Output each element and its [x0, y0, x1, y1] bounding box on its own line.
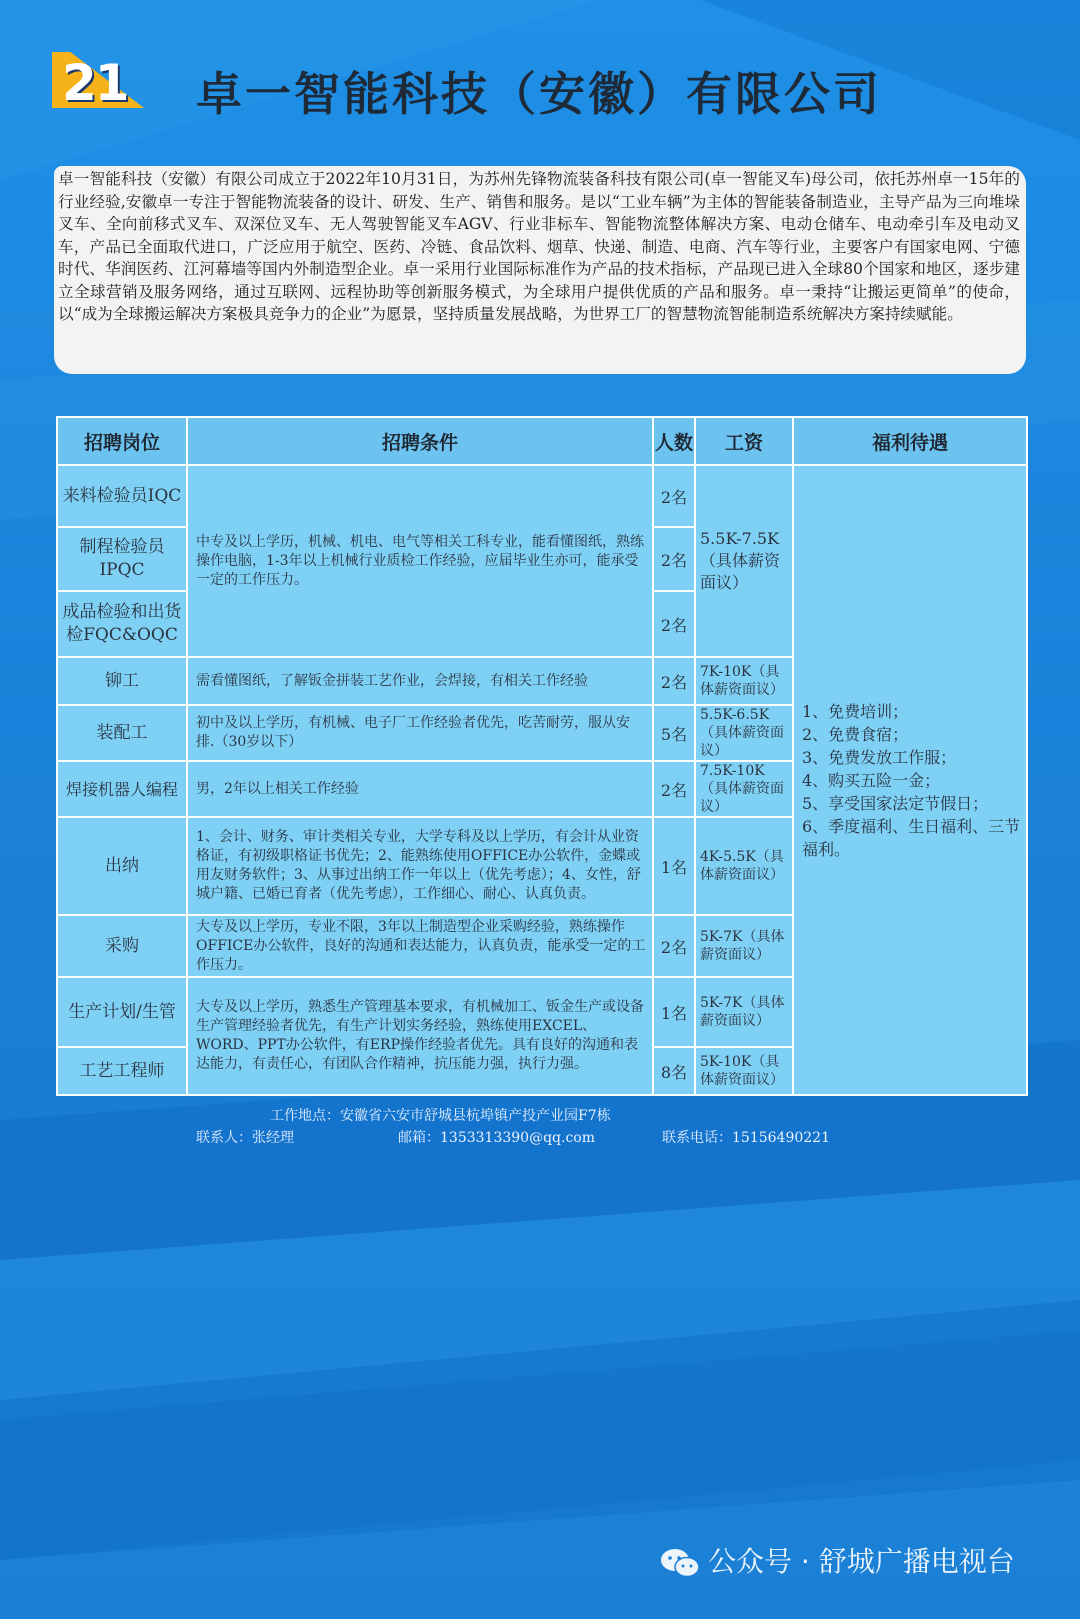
count-cell: 8名: [653, 1047, 695, 1095]
count-cell: 2名: [653, 657, 695, 705]
watermark: [660, 1540, 1015, 1580]
salary-cell: 5.5K-6.5K（具体薪资面议）: [695, 705, 793, 761]
position-cell: 采购: [57, 915, 187, 977]
position-cell: 制程检验员IPQC: [57, 527, 187, 591]
count-cell: 1名: [653, 817, 695, 915]
position-cell: 工艺工程师: [57, 1047, 187, 1095]
salary-cell-qc: 5.5K-7.5K（具体薪资面议）: [695, 465, 793, 657]
condition-cell: 大专及以上学历，专业不限，3年以上制造型企业采购经验，熟练操作OFFICE办公软件，良好的沟通和表达能力，认真负责，能承受一定的工作压力。: [187, 915, 653, 977]
benefits-cell: [793, 465, 1027, 1095]
benefit-item: 5、享受国家法定节假日；: [802, 793, 989, 813]
position-cell: 来料检验员IQC: [57, 465, 187, 527]
work-address: 工作地点：安徽省六安市舒城县杭埠镇产投产业园F7栋: [270, 1108, 611, 1124]
condition-cell: 男，2年以上相关工作经验: [187, 761, 653, 817]
condition-cell-pe: 大专及以上学历，熟悉生产管理基本要求，有机械加工、钣金生产或设备生产管理经验者优先，有生产计划实务经验，熟练使用EXCEL、WORD、PPT办公软件，有ERP操作经验者优先。具有良好的沟通和表达能力，有责任心，有团队合作精神，抗压能力强，执行力强。: [187, 977, 653, 1095]
salary-cell: 5K-7K（具体薪资面议）: [695, 915, 793, 977]
count-cell: 2名: [653, 527, 695, 591]
table-row: [57, 465, 1027, 527]
count-cell: 2名: [653, 591, 695, 657]
position-cell: 出纳: [57, 817, 187, 915]
salary-cell: 4K-5.5K（具体薪资面议）: [695, 817, 793, 915]
condition-cell: 需看懂图纸，了解钣金拼装工艺作业，会焊接，有相关工作经验: [187, 657, 653, 705]
count-cell: 2名: [653, 761, 695, 817]
count-cell: 2名: [653, 915, 695, 977]
position-cell: 焊接机器人编程: [57, 761, 187, 817]
section-number-badge: [52, 52, 144, 112]
company-title: 卓一智能科技（安徽）有限公司: [196, 67, 882, 121]
header-position: 招聘岗位: [57, 417, 187, 465]
position-cell: 生产计划/生管: [57, 977, 187, 1047]
benefit-item: 2、免费食宿；: [802, 724, 909, 744]
watermark-text: 公众号 · 舒城广播电视台: [708, 1545, 1015, 1578]
benefit-item: 6、季度福利、生日福利、三节福利。: [802, 816, 1021, 859]
position-cell: 装配工: [57, 705, 187, 761]
header-count: 人数: [653, 417, 695, 465]
salary-cell: 7K-10K（具体薪资面议）: [695, 657, 793, 705]
position-cell: 成品检验和出货检FQC&OQC: [57, 591, 187, 657]
header-benefits: 福利待遇: [793, 417, 1027, 465]
count-cell: 2名: [653, 465, 695, 527]
company-intro: 卓一智能科技（安徽）有限公司成立于2022年10月31日，为苏州先锋物流装备科技有限公司(卓一智能叉车)母公司，依托苏州卓一15年的行业经验,安徽卓一专注于智能物流装备的设计、研发、生产、销售和服务。是以“工业车辆”为主体的智能装备制造业，主导产品为三向堆垛叉车、全向前移式叉车、双深位叉车、无人驾驶智能叉车AGV、行业非标车、智能物流整体解决方案、电动仓储车、电动牵引车及电动叉车，产品已全面取代进口，广泛应用于航空、医药、冷链、食品饮料、烟草、快递、制造、电商、汽车等行业，主要客户有国家电网、宁德时代、华润医药、江河幕墙等国内外制造型企业。卓一采用行业国际标准作为产品的技术指标，产品现已进入全球80个国家和地区，逐步建立全球营销及服务网络，通过互联网、远程协助等创新服务模式，为全球用户提供优质的产品和服务。卓一秉持“让搬运更简单”的使命，以“成为全球搬运解决方案极具竞争力的企业”为愿景，坚持质量发展战略，为世界工厂的智慧物流智能制造系统解决方案持续赋能。: [54, 166, 1026, 374]
contact-email: 邮箱：1353313390@qq.com: [398, 1130, 595, 1146]
section-number: 21: [62, 54, 128, 112]
count-cell: 5名: [653, 705, 695, 761]
wechat-icon: [660, 1547, 700, 1579]
table-header-row: [57, 417, 1027, 465]
position-cell: 铆工: [57, 657, 187, 705]
benefit-item: 1、免费培训；: [802, 701, 909, 721]
header-condition: 招聘条件: [187, 417, 653, 465]
condition-cell: 1、会计、财务、审计类相关专业，大学专科及以上学历，有会计从业资格证，有初级职格证书优先；2、能熟练使用OFFICE办公软件，金蝶或用友财务软件；3、从事过出纳工作一年以上（优先考虑）；4、女性，舒城户籍、已婚已育者（优先考虑），工作细心、耐心、认真负责。: [187, 817, 653, 915]
condition-cell-qc: 中专及以上学历，机械、机电、电气等相关工科专业，能看懂图纸，熟练操作电脑，1-3年以上机械行业质检工作经验，应届毕业生亦可，能承受一定的工作压力。: [187, 465, 653, 657]
benefit-item: 3、免费发放工作服；: [802, 747, 957, 767]
count-cell: 1名: [653, 977, 695, 1047]
salary-cell: 5K-10K（具体薪资面议）: [695, 1047, 793, 1095]
contact-person: 联系人：张经理: [196, 1130, 294, 1146]
condition-cell: 初中及以上学历，有机械、电子厂工作经验者优先，吃苦耐劳，服从安排.（30岁以下）: [187, 705, 653, 761]
recruitment-table: [56, 416, 1028, 1096]
contact-phone: 联系电话：15156490221: [662, 1130, 830, 1146]
benefit-item: 4、购买五险一金；: [802, 770, 941, 790]
salary-cell: 7.5K-10K（具体薪资面议）: [695, 761, 793, 817]
salary-cell: 5K-7K（具体薪资面议）: [695, 977, 793, 1047]
header-salary: 工资: [695, 417, 793, 465]
